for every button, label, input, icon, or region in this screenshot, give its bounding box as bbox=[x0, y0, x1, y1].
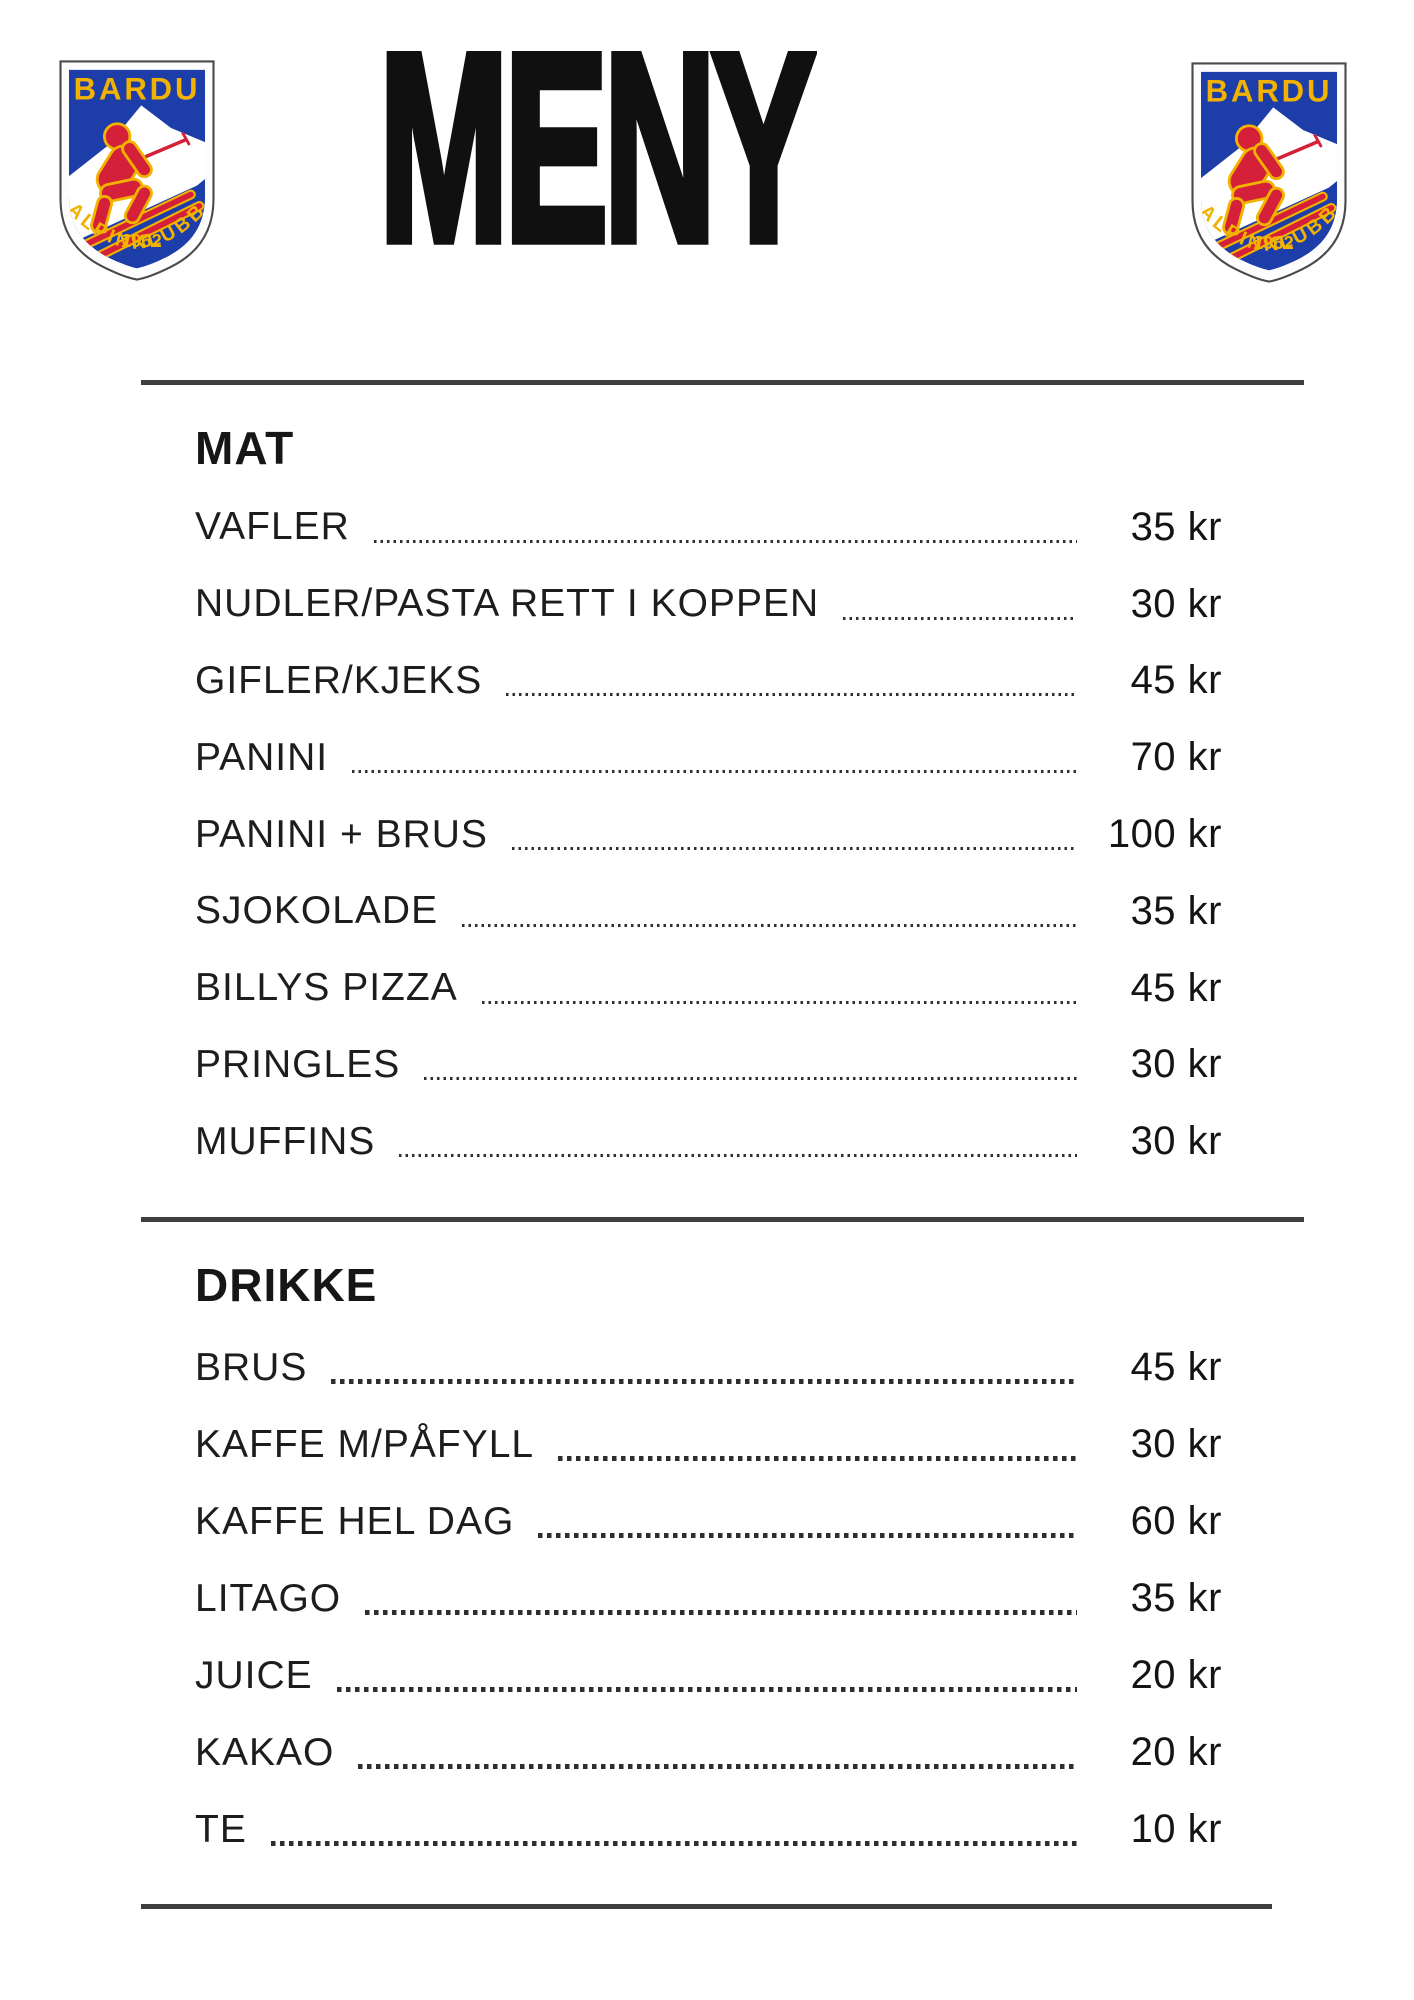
menu-item-row bbox=[195, 1483, 1222, 1560]
menu-item-name: TE bbox=[195, 1807, 247, 1851]
menu-item-price: 35 kr bbox=[1130, 504, 1222, 549]
divider-middle bbox=[141, 1217, 1304, 1222]
menu-item-row bbox=[195, 950, 1222, 1027]
menu-item-name: MUFFINS bbox=[195, 1119, 376, 1163]
club-logo-right bbox=[1184, 59, 1354, 286]
menu-item-price: 45 kr bbox=[1130, 1345, 1222, 1389]
menu-item-price: 60 kr bbox=[1130, 1499, 1222, 1543]
menu-item-row bbox=[195, 1103, 1222, 1180]
menu-item-row bbox=[195, 566, 1222, 643]
menu-item-name: KAKAO bbox=[195, 1730, 335, 1774]
dotted-leader bbox=[424, 1077, 1077, 1080]
menu-item-price: 45 kr bbox=[1130, 965, 1222, 1010]
menu-item-price: 10 kr bbox=[1130, 1807, 1222, 1851]
menu-item-name: BRUS bbox=[195, 1345, 308, 1389]
menu-section-mat bbox=[195, 489, 1222, 1180]
menu-item-row bbox=[195, 796, 1222, 873]
dotted-leader bbox=[482, 1001, 1077, 1004]
divider-bottom bbox=[141, 1904, 1272, 1909]
menu-item-name: NUDLER/PASTA RETT I KOPPEN bbox=[195, 582, 820, 626]
menu-item-row bbox=[195, 1329, 1222, 1406]
club-logo-left bbox=[52, 57, 222, 284]
menu-item-row bbox=[195, 873, 1222, 950]
page-title: MENY bbox=[378, 0, 811, 298]
dotted-leader bbox=[462, 924, 1077, 927]
menu-item-price: 30 kr bbox=[1130, 581, 1222, 626]
menu-item-row bbox=[195, 1714, 1222, 1791]
menu-item-row bbox=[195, 719, 1222, 796]
menu-item-name: LITAGO bbox=[195, 1576, 342, 1620]
dotted-leader bbox=[352, 770, 1077, 773]
dotted-leader bbox=[399, 1154, 1077, 1157]
menu-item-price: 70 kr bbox=[1130, 735, 1222, 780]
menu-item-row bbox=[195, 1560, 1222, 1637]
menu-item-name: PANINI + BRUS bbox=[195, 812, 488, 856]
dotted-leader bbox=[358, 1764, 1077, 1769]
menu-item-name: KAFFE M/PÅFYLL bbox=[195, 1422, 535, 1466]
menu-item-price: 35 kr bbox=[1130, 888, 1222, 933]
menu-item-price: 35 kr bbox=[1130, 1576, 1222, 1620]
menu-item-name: PANINI bbox=[195, 735, 329, 779]
menu-item-price: 30 kr bbox=[1130, 1119, 1222, 1164]
menu-item-name: PRINGLES bbox=[195, 1042, 401, 1086]
dotted-leader bbox=[558, 1456, 1077, 1461]
menu-item-name: SJOKOLADE bbox=[195, 889, 439, 933]
menu-item-name: KAFFE HEL DAG bbox=[195, 1499, 515, 1543]
menu-item-row bbox=[195, 1791, 1222, 1868]
dotted-leader bbox=[365, 1610, 1077, 1615]
menu-item-row bbox=[195, 1027, 1222, 1104]
menu-item-name: BILLYS PIZZA bbox=[195, 966, 458, 1010]
dotted-leader bbox=[331, 1379, 1077, 1384]
dotted-leader bbox=[337, 1687, 1077, 1692]
menu-item-row bbox=[195, 643, 1222, 720]
menu-item-price: 30 kr bbox=[1130, 1042, 1222, 1087]
menu-item-price: 20 kr bbox=[1130, 1653, 1222, 1697]
menu-section-drikke bbox=[195, 1329, 1222, 1868]
menu-item-price: 45 kr bbox=[1130, 658, 1222, 703]
menu-item-row bbox=[195, 1406, 1222, 1483]
divider-top bbox=[141, 380, 1304, 385]
menu-item-price: 30 kr bbox=[1130, 1422, 1222, 1466]
menu-item-price: 100 kr bbox=[1107, 812, 1222, 857]
dotted-leader bbox=[374, 540, 1077, 543]
section-heading-mat: MAT bbox=[195, 422, 295, 474]
menu-item-row bbox=[195, 1637, 1222, 1714]
dotted-leader bbox=[506, 693, 1077, 696]
menu-item-row bbox=[195, 489, 1222, 566]
menu-item-name: GIFLER/KJEKS bbox=[195, 658, 483, 702]
dotted-leader bbox=[538, 1533, 1077, 1538]
page-title-wrap bbox=[318, 0, 811, 298]
menu-item-name: VAFLER bbox=[195, 505, 350, 549]
menu-item-name: JUICE bbox=[195, 1653, 313, 1697]
dotted-leader bbox=[512, 847, 1077, 850]
dotted-leader bbox=[843, 617, 1077, 620]
dotted-leader bbox=[271, 1841, 1077, 1846]
menu-item-price: 20 kr bbox=[1130, 1730, 1222, 1774]
section-heading-drikke: DRIKKE bbox=[195, 1259, 378, 1311]
